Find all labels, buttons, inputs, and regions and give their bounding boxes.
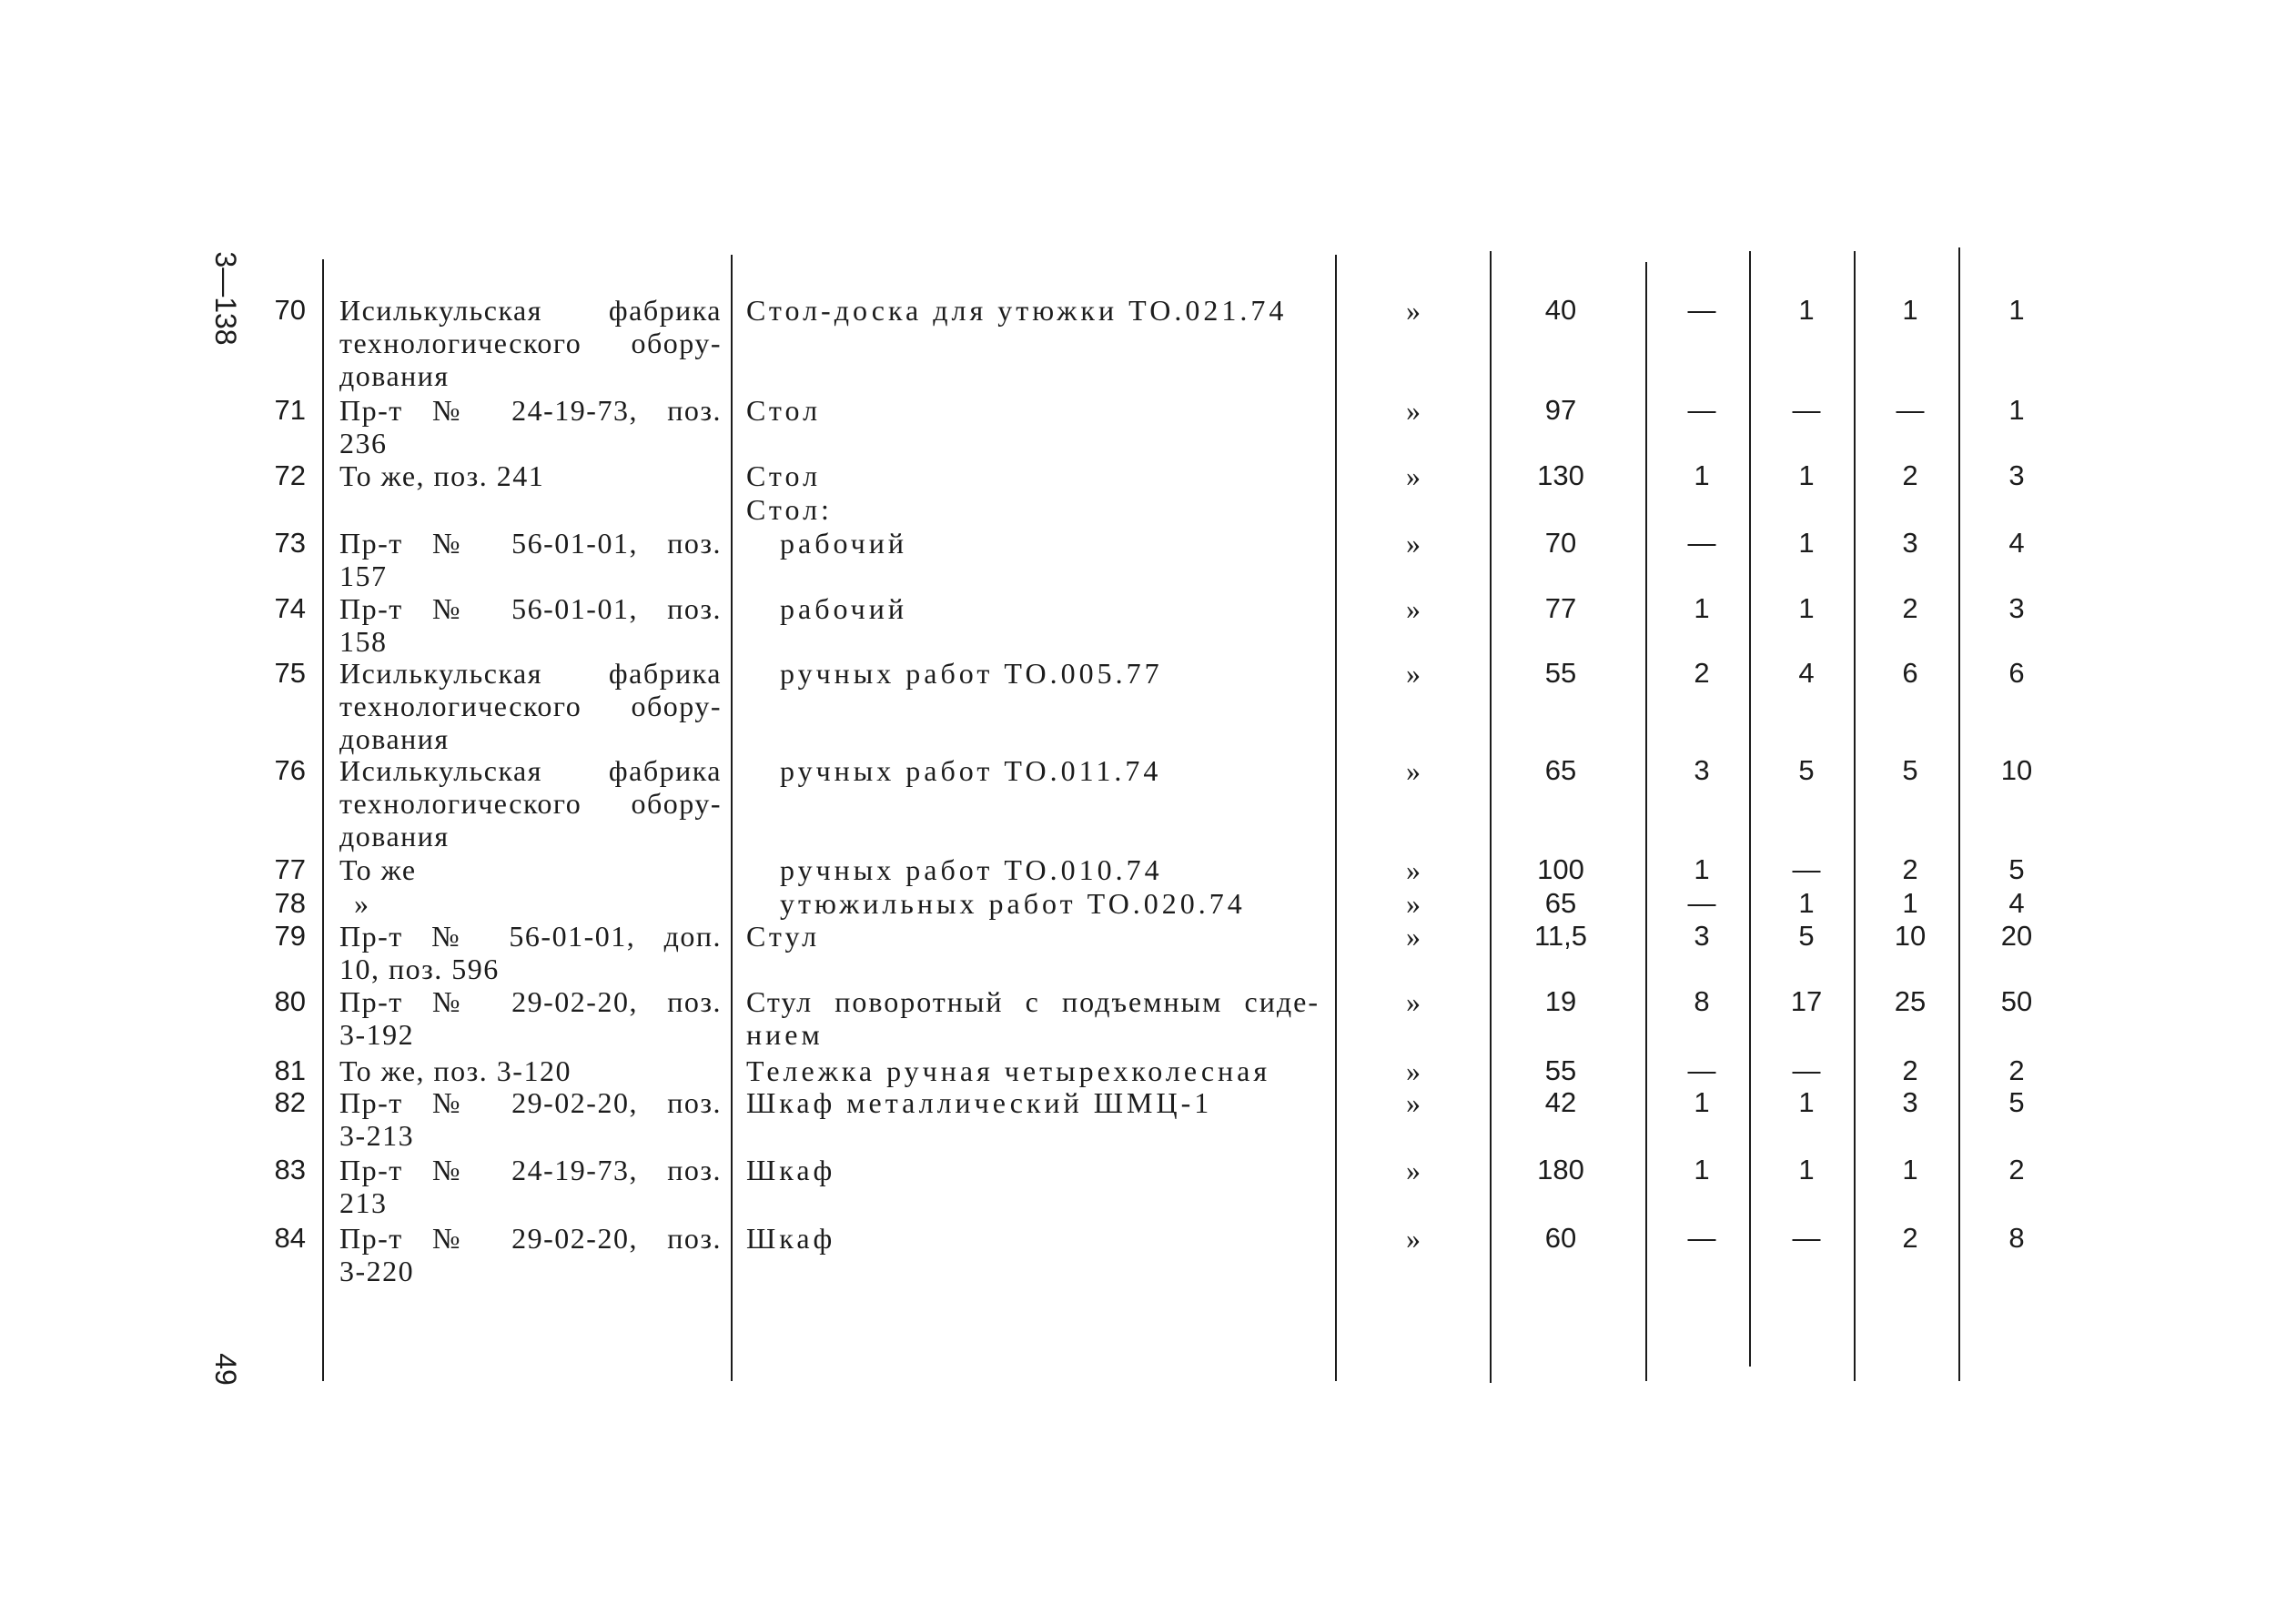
item-name-cell (780, 853, 1320, 886)
item-name-line: ручных работ ТО.011.74 (780, 754, 1162, 787)
value-cell-5: 6 (2008, 657, 2025, 689)
source-cell (339, 592, 722, 658)
source-line: Пр-т № 24-19-73, поз. (339, 394, 722, 427)
item-name-line: ручных работ ТО.010.74 (780, 853, 1163, 886)
source-cell (339, 1154, 722, 1219)
value-cell-4: 1 (1902, 887, 1918, 919)
source-cell (339, 459, 722, 492)
item-name-line: утюжильных работ ТО.020.74 (780, 887, 1246, 920)
item-name-cell (780, 754, 1320, 787)
name-group-header: Стол: (746, 493, 833, 526)
item-name-line: Шкаф (746, 1222, 836, 1255)
table-row (0, 920, 2276, 985)
source-cell (339, 527, 722, 592)
value-cell-5: 10 (2000, 754, 2033, 786)
row-number: 70 (274, 294, 306, 326)
source-cell (339, 920, 722, 985)
item-name-cell (746, 1222, 1320, 1255)
value-cell-2: — (1687, 1222, 1716, 1254)
row-number: 81 (274, 1054, 306, 1086)
source-line: То же, поз. 3-120 (339, 1054, 572, 1087)
value-cell-4: 5 (1902, 754, 1918, 786)
unit-cell: » (1406, 887, 1421, 920)
source-line: То же (339, 853, 417, 886)
value-cell-4: 2 (1902, 459, 1918, 491)
value-cell-4: 10 (1894, 920, 1927, 952)
value-cell-5: 3 (2008, 592, 2025, 624)
source-line: 213 (339, 1186, 388, 1219)
value-cell-5: 50 (2000, 985, 2033, 1017)
item-name-cell (746, 920, 1320, 953)
value-cell-5: 5 (2008, 853, 2025, 885)
value-cell-1: 40 (1544, 294, 1577, 326)
source-cell (339, 754, 722, 852)
row-number: 72 (274, 459, 306, 491)
value-cell-1: 11,5 (1533, 920, 1588, 952)
source-line: Пр-т № 56-01-01, доп. (339, 920, 722, 953)
source-line: технологического обору- (339, 690, 722, 722)
item-name-cell (746, 1054, 1320, 1087)
item-name-cell (746, 1086, 1320, 1119)
table-row (0, 657, 2276, 755)
value-cell-2: 1 (1694, 459, 1710, 491)
item-name-line: Шкаф (746, 1154, 836, 1186)
value-cell-2: — (1687, 527, 1716, 559)
value-cell-4: 1 (1902, 294, 1918, 326)
row-number: 78 (274, 887, 306, 919)
value-cell-3: 1 (1798, 1154, 1815, 1185)
item-name-cell (780, 592, 1320, 625)
column-rule (322, 259, 324, 1381)
table-row (0, 1154, 2276, 1219)
source-line: Пр-т № 29-02-20, поз. (339, 985, 722, 1018)
value-cell-4: 1 (1902, 1154, 1918, 1185)
source-line: дования (339, 722, 450, 755)
unit-cell: » (1406, 527, 1421, 560)
row-number: 76 (274, 754, 306, 786)
row-number: 75 (274, 657, 306, 689)
value-cell-2: 1 (1694, 1086, 1710, 1118)
item-name-line: нием (746, 1018, 824, 1051)
value-cell-1: 60 (1544, 1222, 1577, 1254)
value-cell-3: — (1792, 394, 1821, 426)
item-name-line: Шкаф металлический ШМЦ-1 (746, 1086, 1213, 1119)
unit-cell: » (1406, 985, 1421, 1018)
unit-cell: » (1406, 657, 1421, 690)
item-name-cell (746, 985, 1320, 1051)
value-cell-1: 65 (1544, 754, 1577, 786)
value-cell-2: — (1687, 1054, 1716, 1086)
value-cell-3: — (1792, 1222, 1821, 1254)
value-cell-1: 97 (1544, 394, 1577, 426)
source-line: Пр-т № 29-02-20, поз. (339, 1222, 722, 1255)
item-name-cell (780, 527, 1320, 560)
item-name-cell (780, 887, 1320, 920)
value-cell-5: 1 (2008, 294, 2025, 326)
table-row (0, 1054, 2276, 1087)
table-row (0, 853, 2276, 886)
value-cell-1: 55 (1544, 657, 1577, 689)
value-cell-5: 5 (2008, 1086, 2025, 1118)
unit-cell: » (1406, 459, 1421, 492)
value-cell-3: 1 (1798, 1086, 1815, 1118)
unit-cell: » (1406, 394, 1421, 427)
source-cell (339, 1086, 722, 1152)
value-cell-3: 1 (1798, 527, 1815, 559)
source-line: 3-220 (339, 1255, 415, 1287)
value-cell-4: — (1896, 394, 1925, 426)
value-cell-3: 5 (1798, 920, 1815, 952)
source-cell (339, 985, 722, 1051)
value-cell-2: 1 (1694, 592, 1710, 624)
value-cell-5: 2 (2008, 1054, 2025, 1086)
source-line: Пр-т № 56-01-01, поз. (339, 592, 722, 625)
value-cell-1: 42 (1544, 1086, 1577, 1118)
series-label: 3—138 (209, 251, 242, 346)
value-cell-5: 4 (2008, 887, 2025, 919)
source-cell (339, 394, 722, 459)
value-cell-3: — (1792, 853, 1821, 885)
value-cell-1: 65 (1544, 887, 1577, 919)
source-line: 236 (339, 427, 388, 459)
source-cell (339, 1222, 722, 1287)
value-cell-4: 2 (1902, 1222, 1918, 1254)
item-name-line: Стул (746, 920, 821, 953)
value-cell-5: 4 (2008, 527, 2025, 559)
table-row (0, 754, 2276, 852)
item-name-line: ручных работ ТО.005.77 (780, 657, 1163, 690)
value-cell-2: — (1687, 294, 1716, 326)
value-cell-3: — (1792, 1054, 1821, 1086)
source-line: Исилькульская фабрика (339, 294, 722, 327)
source-cell (339, 853, 722, 886)
source-line: 10, поз. 596 (339, 953, 500, 985)
source-line: Пр-т № 56-01-01, поз. (339, 527, 722, 560)
value-cell-5: 2 (2008, 1154, 2025, 1185)
item-name-line: Стол (746, 394, 822, 427)
value-cell-4: 2 (1902, 1054, 1918, 1086)
table-row (0, 394, 2276, 459)
row-number: 79 (274, 920, 306, 952)
source-cell (339, 887, 722, 920)
value-cell-1: 100 (1537, 853, 1584, 885)
table-row (0, 887, 2276, 920)
row-number: 82 (274, 1086, 306, 1118)
row-number: 83 (274, 1154, 306, 1185)
unit-cell: » (1406, 1054, 1421, 1087)
unit-cell: » (1406, 294, 1421, 327)
row-number: 71 (274, 394, 306, 426)
unit-cell: » (1406, 920, 1421, 953)
source-cell (339, 1054, 722, 1087)
item-name-cell (746, 394, 1320, 427)
value-cell-4: 2 (1902, 592, 1918, 624)
source-line: технологического обору- (339, 787, 722, 820)
source-line: Пр-т № 29-02-20, поз. (339, 1086, 722, 1119)
source-line: 3-213 (339, 1119, 415, 1152)
source-line: Исилькульская фабрика (339, 754, 722, 787)
value-cell-1: 70 (1544, 527, 1577, 559)
table-row (0, 459, 2276, 492)
value-cell-4: 25 (1894, 985, 1927, 1017)
value-cell-3: 1 (1798, 592, 1815, 624)
source-cell (339, 294, 722, 392)
item-name-line: Стол-доска для утюжки ТО.021.74 (746, 294, 1288, 327)
value-cell-5: 3 (2008, 459, 2025, 491)
unit-cell: » (1406, 1086, 1421, 1119)
column-rule (1645, 262, 1647, 1381)
row-number: 77 (274, 853, 306, 885)
row-number: 73 (274, 527, 306, 559)
source-line: технологического обору- (339, 327, 722, 359)
value-cell-2: — (1687, 887, 1716, 919)
item-name-line: Стул поворотный с подъемным сиде- (746, 985, 1320, 1018)
value-cell-4: 2 (1902, 853, 1918, 885)
value-cell-2: 1 (1694, 853, 1710, 885)
value-cell-2: — (1687, 394, 1716, 426)
value-cell-5: 8 (2008, 1222, 2025, 1254)
value-cell-3: 4 (1798, 657, 1815, 689)
value-cell-2: 8 (1694, 985, 1710, 1017)
source-line: Пр-т № 24-19-73, поз. (339, 1154, 722, 1186)
unit-cell: » (1406, 1222, 1421, 1255)
value-cell-1: 19 (1544, 985, 1577, 1017)
value-cell-2: 2 (1694, 657, 1710, 689)
unit-cell: » (1406, 754, 1421, 787)
value-cell-3: 17 (1790, 985, 1823, 1017)
item-name-cell (780, 657, 1320, 690)
item-name-cell (746, 459, 1320, 492)
item-name-cell (746, 294, 1320, 327)
source-cell (339, 657, 722, 755)
source-line: Исилькульская фабрика (339, 657, 722, 690)
item-name-line: Стол (746, 459, 822, 492)
value-cell-4: 6 (1902, 657, 1918, 689)
value-cell-2: 3 (1694, 920, 1710, 952)
value-cell-1: 130 (1537, 459, 1584, 491)
unit-cell: » (1406, 853, 1421, 886)
item-name-line: рабочий (780, 527, 907, 560)
source-line: дования (339, 820, 450, 852)
value-cell-4: 3 (1902, 527, 1918, 559)
value-cell-4: 3 (1902, 1086, 1918, 1118)
value-cell-2: 3 (1694, 754, 1710, 786)
source-line: То же, поз. 241 (339, 459, 545, 492)
value-cell-1: 55 (1544, 1054, 1577, 1086)
source-line: 157 (339, 560, 388, 592)
value-cell-3: 5 (1798, 754, 1815, 786)
row-number: 74 (274, 592, 306, 624)
table-row (0, 1222, 2276, 1287)
table-row (0, 1086, 2276, 1152)
value-cell-3: 1 (1798, 887, 1815, 919)
table-row (0, 985, 2276, 1051)
value-cell-3: 1 (1798, 294, 1815, 326)
source-ditto-mark: » (354, 887, 370, 920)
value-cell-2: 1 (1694, 1154, 1710, 1185)
table-row (0, 592, 2276, 658)
item-name-line: рабочий (780, 592, 907, 625)
table-row (0, 527, 2276, 592)
value-cell-5: 1 (2008, 394, 2025, 426)
value-cell-5: 20 (2000, 920, 2033, 952)
value-cell-1: 180 (1537, 1154, 1584, 1185)
unit-cell: » (1406, 1154, 1421, 1186)
row-number: 80 (274, 985, 306, 1017)
value-cell-1: 77 (1544, 592, 1577, 624)
page-number: 49 (209, 1353, 242, 1386)
source-line: 3-192 (339, 1018, 415, 1051)
item-name-cell (746, 1154, 1320, 1186)
source-line: 158 (339, 625, 388, 658)
source-line: дования (339, 359, 450, 392)
item-name-line: Тележка ручная четырехколесная (746, 1054, 1271, 1087)
unit-cell: » (1406, 592, 1421, 625)
value-cell-3: 1 (1798, 459, 1815, 491)
row-number: 84 (274, 1222, 306, 1254)
